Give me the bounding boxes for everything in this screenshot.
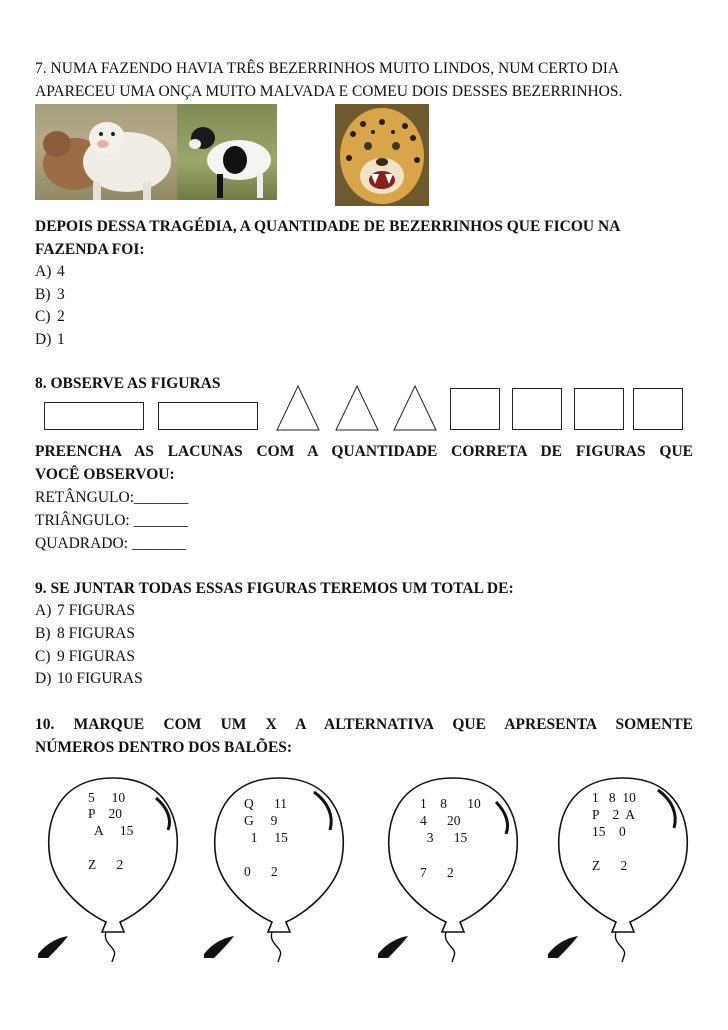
q7-option-c[interactable]: C) 2 (35, 308, 65, 325)
calves-photo (35, 104, 177, 200)
jaguar-photo (335, 104, 429, 206)
triangle-shape-3 (392, 384, 438, 432)
square-shape-3 (574, 388, 624, 430)
q8-blank-square[interactable]: QUADRADO: _______ (35, 535, 187, 552)
rectangle-shape-1 (44, 402, 144, 430)
q8-blank-triangle[interactable]: TRIÂNGULO: _______ (35, 512, 188, 529)
q8-instruction-line1: PREENCHA AS LACUNAS COM A QUANTIDADE CORRETA DE FIGURAS QUE (35, 443, 693, 460)
triangle-shape-2 (334, 384, 380, 432)
q7-question-line2: FAZENDA FOI: (35, 241, 145, 258)
q7-option-b[interactable]: B) 3 (35, 286, 65, 303)
rectangle-shape-2 (158, 402, 258, 430)
q9-option-a[interactable]: A) 7 FIGURAS (35, 602, 135, 619)
square-shape-2 (512, 388, 562, 430)
q9-option-c[interactable]: C) 9 FIGURAS (35, 648, 135, 665)
goat-photo (177, 104, 277, 200)
q8-title: 8. OBSERVE AS FIGURAS (35, 375, 221, 392)
q8-blank-rectangle[interactable]: RETÂNGULO:_______ (35, 489, 189, 506)
q9-option-d[interactable]: D) 10 FIGURAS (35, 670, 143, 687)
balloon-option-2[interactable]: Q 11 G 9 1 15 0 2 (204, 772, 354, 962)
balloon-option-3[interactable]: 1 8 10 4 20 3 15 7 2 (378, 772, 528, 962)
square-shape-1 (450, 388, 500, 430)
q7-statement-line2: APARECEU UMA ONÇA MUITO MALVADA E COMEU DOIS DESSES BEZERRINHOS. (35, 83, 623, 100)
q10-title-line2: NÚMEROS DENTRO DOS BALÕES: (35, 739, 293, 756)
q10-title-line1: 10. MARQUE COM UM X A ALTERNATIVA QUE APRESENTA SOMENTE (35, 716, 693, 733)
square-shape-4 (633, 388, 683, 430)
q9-title: 9. SE JUNTAR TODAS ESSAS FIGURAS TEREMOS UM TOTAL DE: (35, 580, 514, 597)
q9-option-b[interactable]: B) 8 FIGURAS (35, 625, 135, 642)
balloon-option-1[interactable]: 5 10 P 20 A 15 Z 2 (38, 772, 188, 962)
q7-option-d[interactable]: D) 1 (35, 331, 65, 348)
q7-statement-line1: 7. NUMA FAZENDO HAVIA TRÊS BEZERRINHOS MUITO LINDOS, NUM CERTO DIA (35, 60, 620, 77)
q7-question-line1: DEPOIS DESSA TRAGÉDIA, A QUANTIDADE DE BEZERRINHOS QUE FICOU NA (35, 218, 621, 235)
balloon-option-4[interactable]: 1 8 10 P 2 A 15 0 Z 2 (548, 772, 698, 962)
q7-option-a[interactable]: A) 4 (35, 263, 65, 280)
q8-instruction-line2: VOCÊ OBSERVOU: (35, 466, 175, 483)
triangle-shape-1 (275, 384, 321, 432)
